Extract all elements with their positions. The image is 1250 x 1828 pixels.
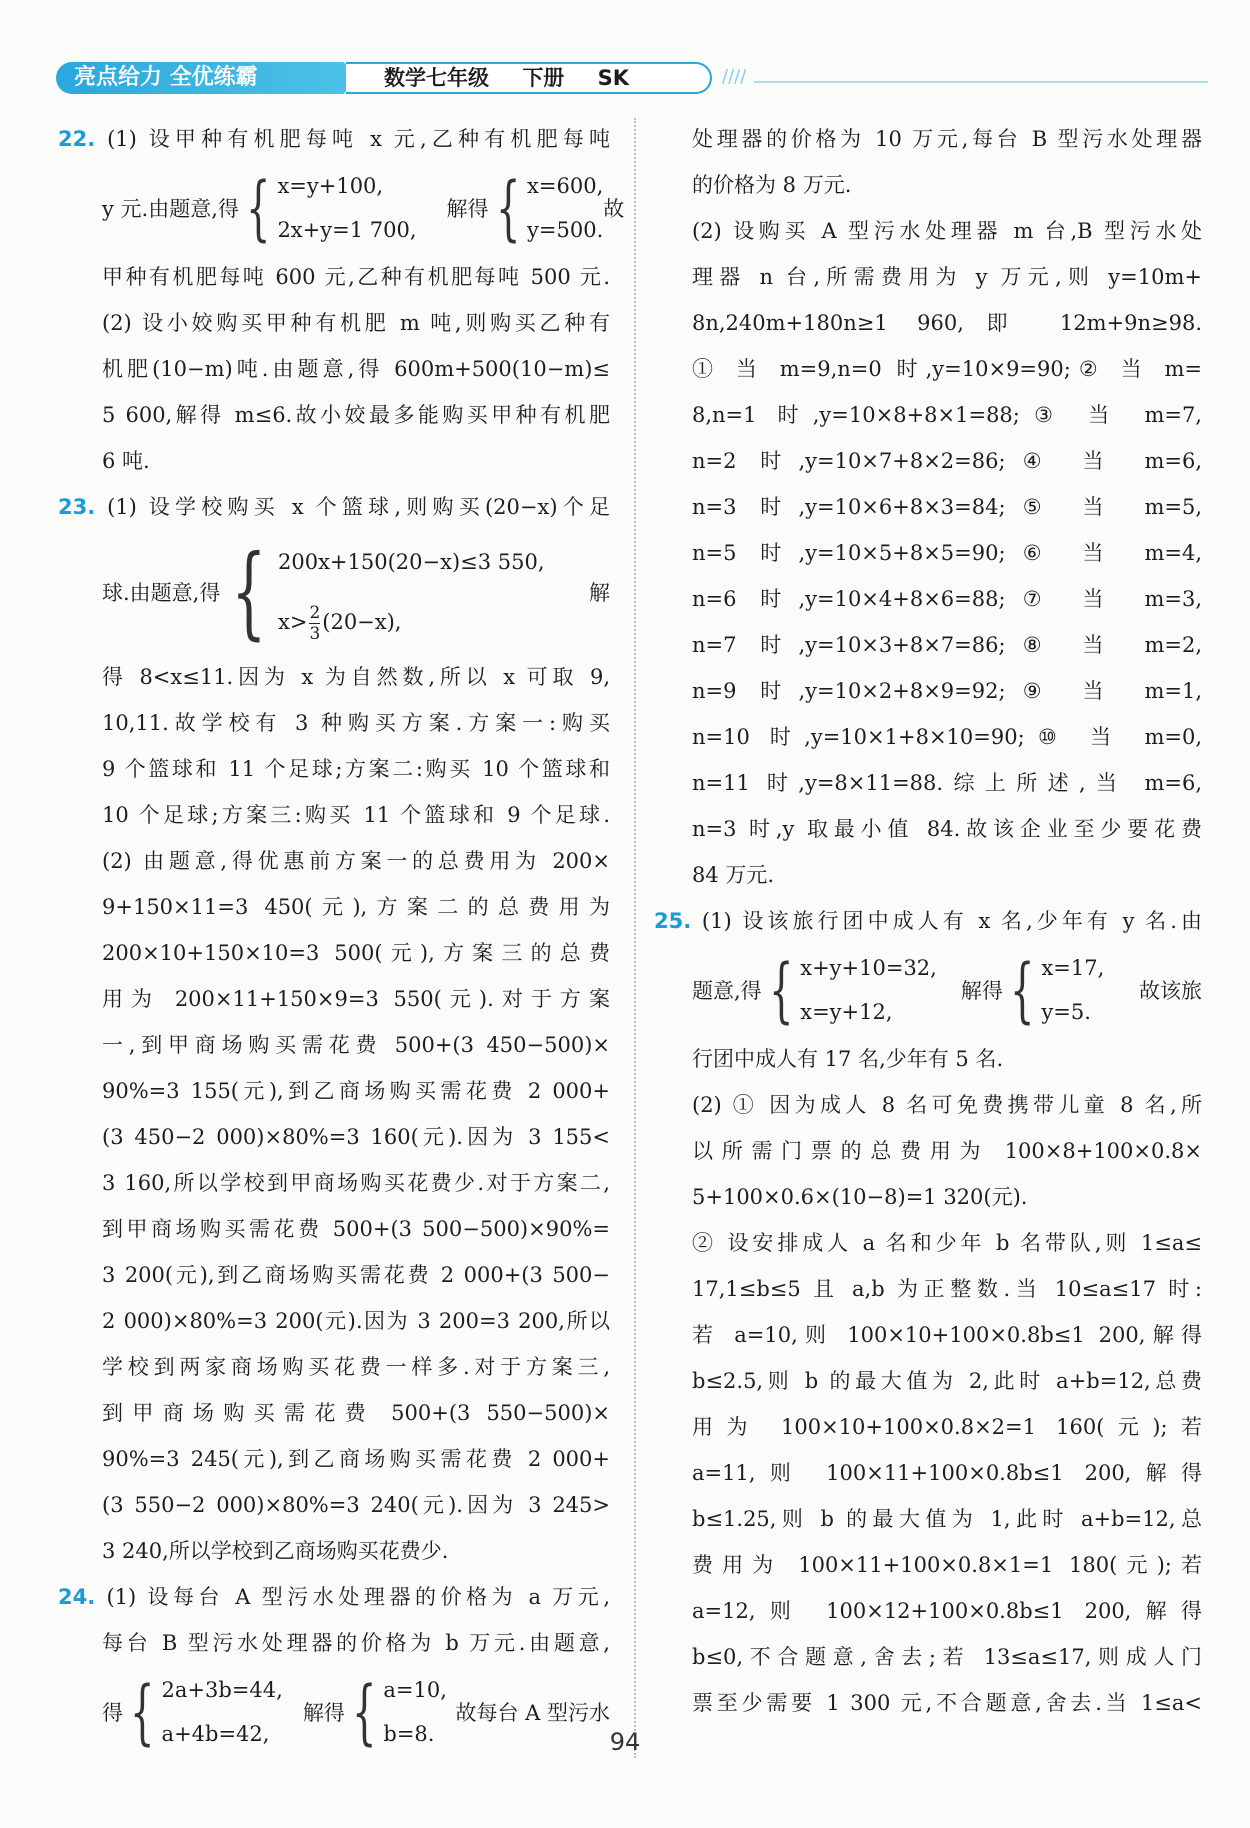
text-line: 3 200(元),到乙商场购买需花费 2 000+(3 500− <box>102 1263 610 1287</box>
text-line: b≤2.5,则 b 的最大值为 2,此时 a+b=12,总费 <box>692 1369 1202 1393</box>
text-line: 用为 200×11+150×9=3 550(元).对于方案 <box>102 987 610 1011</box>
question-number: 22. <box>58 127 96 151</box>
text-line: n=11 时,y=8×11=88.综上所述,当 m=6, <box>692 771 1202 795</box>
q25-equation-system: 题意,得 { x+y+10=32, x=y+12, 解得 { x=17, y=5. 故该旅 <box>692 949 1202 1031</box>
q22-equation-system: y 元.由题意,得 { x=y+100, 2x+y=1 700, 解得 { x=600, y=500. 故 <box>102 167 625 249</box>
text-line: (3 450−2 000)×80%=3 160(元).因为 3 155< <box>102 1125 610 1149</box>
text-line: 10 个足球;方案三:购买 11 个篮球和 9 个足球. <box>102 803 610 827</box>
text-line: 一,到甲商场购买需花费 500+(3 450−500)× <box>102 1033 610 1057</box>
page-number: 94 <box>609 1728 641 1756</box>
left-brace: { <box>495 167 521 249</box>
text-line: 90%=3 245(元),到乙商场购买需花费 2 000+ <box>102 1447 610 1471</box>
q25-line-1: 25. (1) 设该旅行团中成人有 x 名,少年有 y 名.由 <box>654 909 1202 933</box>
text-line: 17,1≤b≤5 且 a,b 为正整数.当 10≤a≤17 时: <box>692 1277 1202 1301</box>
q23-line-1: 23. (1) 设学校购买 x 个篮球,则购买(20−x)个足 <box>58 495 610 519</box>
text-line: 用为 100×10+100×0.8×2=1 160(元);若 <box>692 1415 1202 1439</box>
text-line: 3 160,所以学校到甲商场购买花费少.对于方案二, <box>102 1171 610 1195</box>
text-line: (2) ① 因为成人 8 名可免费携带儿童 8 名,所 <box>692 1093 1202 1117</box>
text-line: n=9 时,y=10×2+8×9=92;⑨ 当 m=1, <box>692 679 1202 703</box>
text-line: 8n,240m+180n≥1 960,即 12m+9n≥98. <box>692 311 1202 335</box>
subject-label: 数学七年级 <box>384 66 489 90</box>
text-line: 处理器的价格为 10 万元,每台 B 型污水处理器 <box>692 127 1202 151</box>
header-decoration: //// <box>722 66 747 87</box>
text-line: (3 550−2 000)×80%=3 240(元).因为 3 245> <box>102 1493 610 1517</box>
text-line: 3 240,所以学校到乙商场购买花费少. <box>102 1539 449 1563</box>
text-line: 学校到两家商场购买花费一样多.对于方案三, <box>102 1355 610 1379</box>
text-line: 以所需门票的总费用为 100×8+100×0.8× <box>692 1139 1202 1163</box>
text-line: 机肥(10−m)吨.由题意,得 600m+500(10−m)≤ <box>102 357 610 381</box>
text-line: 200×10+150×10=3 500(元),方案三的总费 <box>102 941 610 965</box>
q22-line-1: 22. (1) 设甲种有机肥每吨 x 元,乙种有机肥每吨 <box>58 127 610 151</box>
text-line: n=3 时,y 取最小值 84.故该企业至少要花费 <box>692 817 1202 841</box>
text-line: ① 当 m=9,n=0 时,y=10×9=90;② 当 m= <box>692 357 1202 381</box>
text-line: n=10 时,y=10×1+8×10=90;⑩ 当 m=0, <box>692 725 1202 749</box>
text-line: b≤1.25,则 b 的最大值为 1,此时 a+b=12,总 <box>692 1507 1202 1531</box>
text-line: 8,n=1 时,y=10×8+8×1=88;③ 当 m=7, <box>692 403 1202 427</box>
text-line: 9 个篮球和 11 个足球;方案二:购买 10 个篮球和 <box>102 757 610 781</box>
column-divider <box>634 118 636 1758</box>
text-line: n=5 时,y=10×5+8×5=90;⑥ 当 m=4, <box>692 541 1202 565</box>
text-line: n=2 时,y=10×7+8×2=86;④ 当 m=6, <box>692 449 1202 473</box>
q24-line-1: 24. (1) 设每台 A 型污水处理器的价格为 a 万元, <box>58 1585 610 1609</box>
text-line: 到甲商场购买需花费 500+(3 500−500)×90%= <box>102 1217 610 1241</box>
book-info <box>346 62 712 94</box>
text-line: (2) 设购买 A 型污水处理器 m 台,B 型污水处 <box>692 219 1202 243</box>
text-line: 每台 B 型污水处理器的价格为 b 万元.由题意, <box>102 1631 610 1655</box>
text-line: 的价格为 8 万元. <box>692 173 852 197</box>
volume-label: 下册 <box>522 66 565 90</box>
q24-equation-system: 得 { 2a+3b=44, a+4b=42, 解得 { a=10, b=8. 故每台 A 型污水 <box>102 1671 610 1753</box>
left-brace: { <box>1009 949 1035 1031</box>
text-line: 到甲商场购买需花费 500+(3 550−500)× <box>102 1401 610 1425</box>
text-line: n=7 时,y=10×3+8×7=86;⑧ 当 m=2, <box>692 633 1202 657</box>
page-header <box>56 58 1208 98</box>
text-line: 行团中成人有 17 名,少年有 5 名. <box>692 1047 1004 1071</box>
left-brace: { <box>245 167 271 249</box>
text-line: 甲种有机肥每吨 600 元,乙种有机肥每吨 500 元. <box>102 265 610 289</box>
text-line: 5+100×0.6×(10−8)=1 320(元). <box>692 1185 1028 1209</box>
text-line: 2 000)×80%=3 200(元).因为 3 200=3 200,所以 <box>102 1309 610 1333</box>
text-line: a=11,则 100×11+100×0.8b≤1 200,解得 <box>692 1461 1202 1485</box>
right-column <box>654 116 1202 1726</box>
header-rule <box>754 81 1208 83</box>
text-line: b≤0,不合题意,舍去;若 13≤a≤17,则成人门 <box>692 1645 1202 1669</box>
text-line: 理器 n 台,所需费用为 y 万元,则 y=10m+ <box>692 265 1202 289</box>
fraction: $\frac{2}{3}$ <box>309 603 321 644</box>
text-line: 5 600,解得 m≤6.故小姣最多能购买甲种有机肥 <box>102 403 610 427</box>
q23-inequality-system: 球.由题意,得 { 200x+150(20−x)≤3 550, x> $\frac{2}{3}$ (20−x), 解 <box>102 533 610 650</box>
text-line: 84 万元. <box>692 863 775 887</box>
left-brace: { <box>130 1671 155 1753</box>
text-line: n=3 时,y=10×6+8×3=84;⑤ 当 m=5, <box>692 495 1202 519</box>
text-line: 6 吨. <box>102 449 150 473</box>
text-line: (2) 设小姣购买甲种有机肥 m 吨,则购买乙种有 <box>102 311 610 335</box>
text-line: 9+150×11=3 450(元),方案二的总费用为 <box>102 895 610 919</box>
edition-label: SK <box>597 66 630 90</box>
series-badge: 亮点给力 全优练霸 <box>56 62 346 94</box>
question-number: 23. <box>58 495 96 519</box>
text-line: 票至少需要 1 300 元,不合题意,舍去.当 1≤a< <box>692 1691 1202 1715</box>
question-number: 24. <box>58 1585 96 1609</box>
text-line: (2) 由题意,得优惠前方案一的总费用为 200× <box>102 849 610 873</box>
text-line: a=12,则 100×12+100×0.8b≤1 200,解得 <box>692 1599 1202 1623</box>
question-number: 25. <box>654 909 692 933</box>
text-line: 若 a=10,则 100×10+100×0.8b≤1 200,解得 <box>692 1323 1202 1347</box>
text-line: 得 8<x≤11.因为 x 为自然数,所以 x 可取 9, <box>102 665 610 689</box>
text-line: 费用为 100×11+100×0.8×1=1 180(元);若 <box>692 1553 1202 1577</box>
text-line: 90%=3 155(元),到乙商场购买需花费 2 000+ <box>102 1079 610 1103</box>
text-line: n=6 时,y=10×4+8×6=88;⑦ 当 m=3, <box>692 587 1202 611</box>
text-line: 10,11.故学校有 3 种购买方案.方案一:购买 <box>102 711 610 735</box>
left-brace: { <box>231 533 267 650</box>
left-brace: { <box>351 1671 377 1753</box>
text-line: ② 设安排成人 a 名和少年 b 名带队,则 1≤a≤ <box>692 1231 1202 1255</box>
left-brace: { <box>768 949 794 1031</box>
